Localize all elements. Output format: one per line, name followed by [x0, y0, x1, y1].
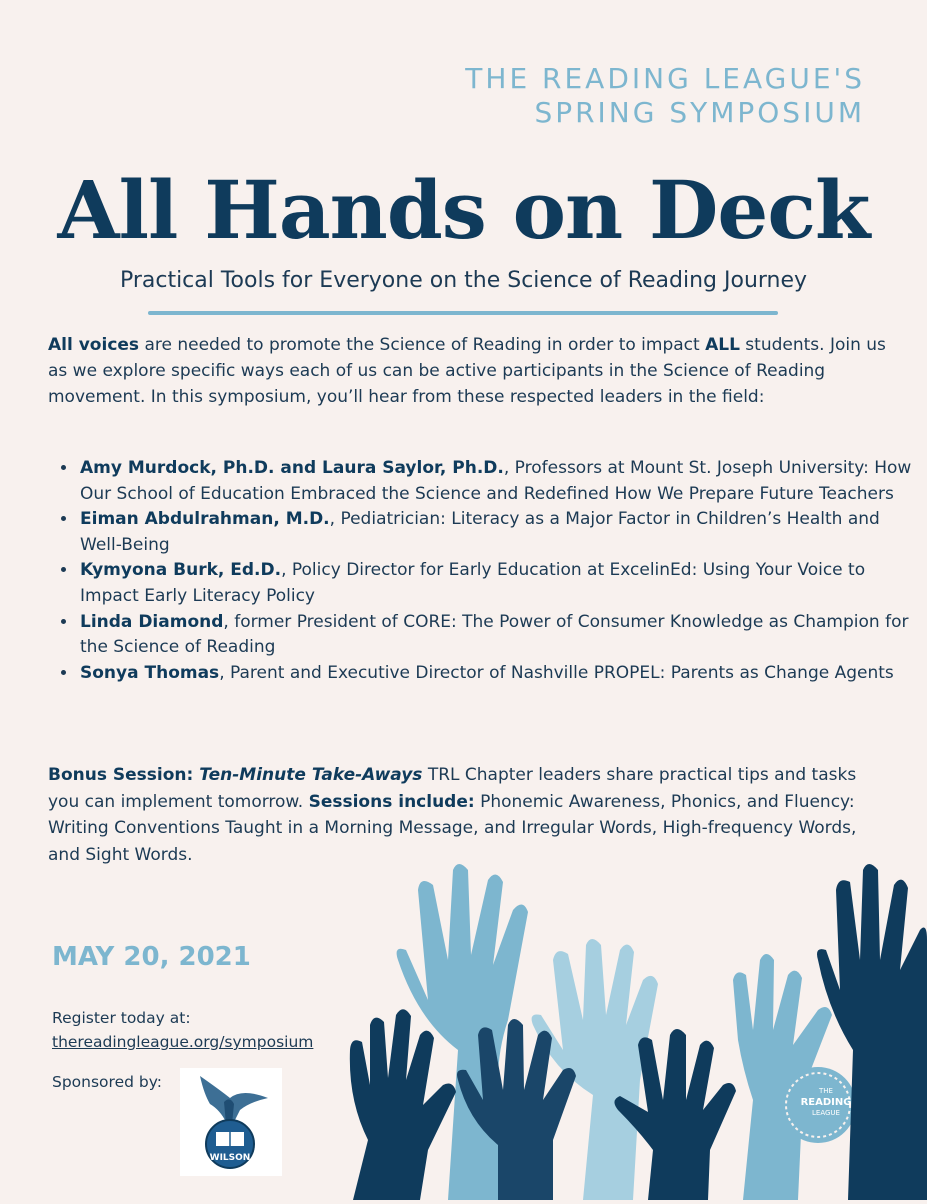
intro-paragraph — [48, 332, 888, 410]
bonus-text-a: TRL Chapter leaders share practical tips and tasks you can implement tomorrow. — [48, 765, 857, 812]
event-date: MAY 20, 2021 — [52, 942, 251, 972]
speaker-name: Linda Diamond — [80, 611, 224, 632]
raised-hands-illustration — [348, 850, 927, 1200]
wilson-logo-graphic — [180, 1068, 282, 1176]
speaker-item — [78, 610, 918, 661]
register-label: Register today at: — [52, 1009, 191, 1027]
title-divider — [148, 311, 778, 315]
speaker-name: Kymyona Burk, Ed.D. — [80, 560, 282, 581]
intro-text-a: are needed to promote the Science of Reading in order to impact — [139, 335, 706, 355]
speaker-detail: , Policy Director for Early Education at ExcelinEd: Using Your Voice to Impact Early Literacy Policy — [80, 560, 866, 606]
speaker-name: Sonya Thomas — [80, 662, 220, 683]
speaker-detail: , Parent and Executive Director of Nashville PROPEL: Parents as Change Agents — [219, 662, 894, 683]
bonus-session-title: Ten-Minute Take-Aways — [199, 765, 423, 785]
kicker-line-2: SPRING SYMPOSIUM — [534, 96, 865, 129]
wilson-logo-text: WILSON — [209, 1153, 251, 1163]
speaker-list — [48, 456, 918, 686]
sponsor-label: Sponsored by: — [52, 1073, 162, 1091]
speaker-name: Amy Murdock, Ph.D. and Laura Saylor, Ph.D. — [80, 458, 504, 478]
event-kicker — [465, 62, 865, 130]
speaker-name: Eiman Abdulrahman, M.D. — [80, 509, 330, 530]
speaker-detail: , Professors at Mount St. Joseph University: How Our School of Education Embraced the Science and Redefined How We Prepare Future Teachers — [80, 458, 912, 504]
sessions-label: Sessions include: — [308, 791, 475, 812]
speaker-detail: , former President of CORE: The Power of Consumer Knowledge as Champion for the Science of Reading — [80, 611, 909, 658]
page-title: All Hands on Deck — [57, 163, 870, 257]
intro-emphasis: ALL — [705, 335, 740, 355]
intro-lead: All voices — [48, 335, 140, 355]
speaker-item — [78, 507, 918, 558]
speaker-detail: , Pediatrician: Literacy as a Major Factor in Children’s Health and Well-Being — [80, 509, 880, 555]
speaker-item — [78, 661, 918, 687]
wilson-sponsor-logo — [180, 1068, 282, 1176]
league-logo-line-3: LEAGUE — [812, 1109, 840, 1117]
register-link[interactable]: thereadingleague.org/symposium — [52, 1033, 314, 1051]
league-logo-line-1: THE — [819, 1087, 833, 1095]
speaker-item — [78, 558, 918, 609]
hands-graphic — [348, 850, 927, 1200]
registration-block — [52, 1006, 313, 1054]
page-subtitle: Practical Tools for Everyone on the Science of Reading Journey — [119, 268, 808, 293]
league-logo-line-2: READING — [800, 1097, 852, 1108]
intro-text-b: students. Join us as we explore specific ways each of us can be active participants in the Science of Reading movement. In this symposium, you’ll hear from these respected leaders in the field: — [48, 335, 886, 407]
bonus-label: Bonus Session: — [48, 765, 200, 785]
bonus-text-b: Phonemic Awareness, Phonics, and Fluency: Writing Conventions Taught in a Morning Message, and Irregular Words, High-frequency Words, and Sight Words. — [48, 791, 857, 865]
kicker-line-1: THE READING LEAGUE'S — [465, 62, 865, 95]
speaker-item — [78, 456, 918, 507]
